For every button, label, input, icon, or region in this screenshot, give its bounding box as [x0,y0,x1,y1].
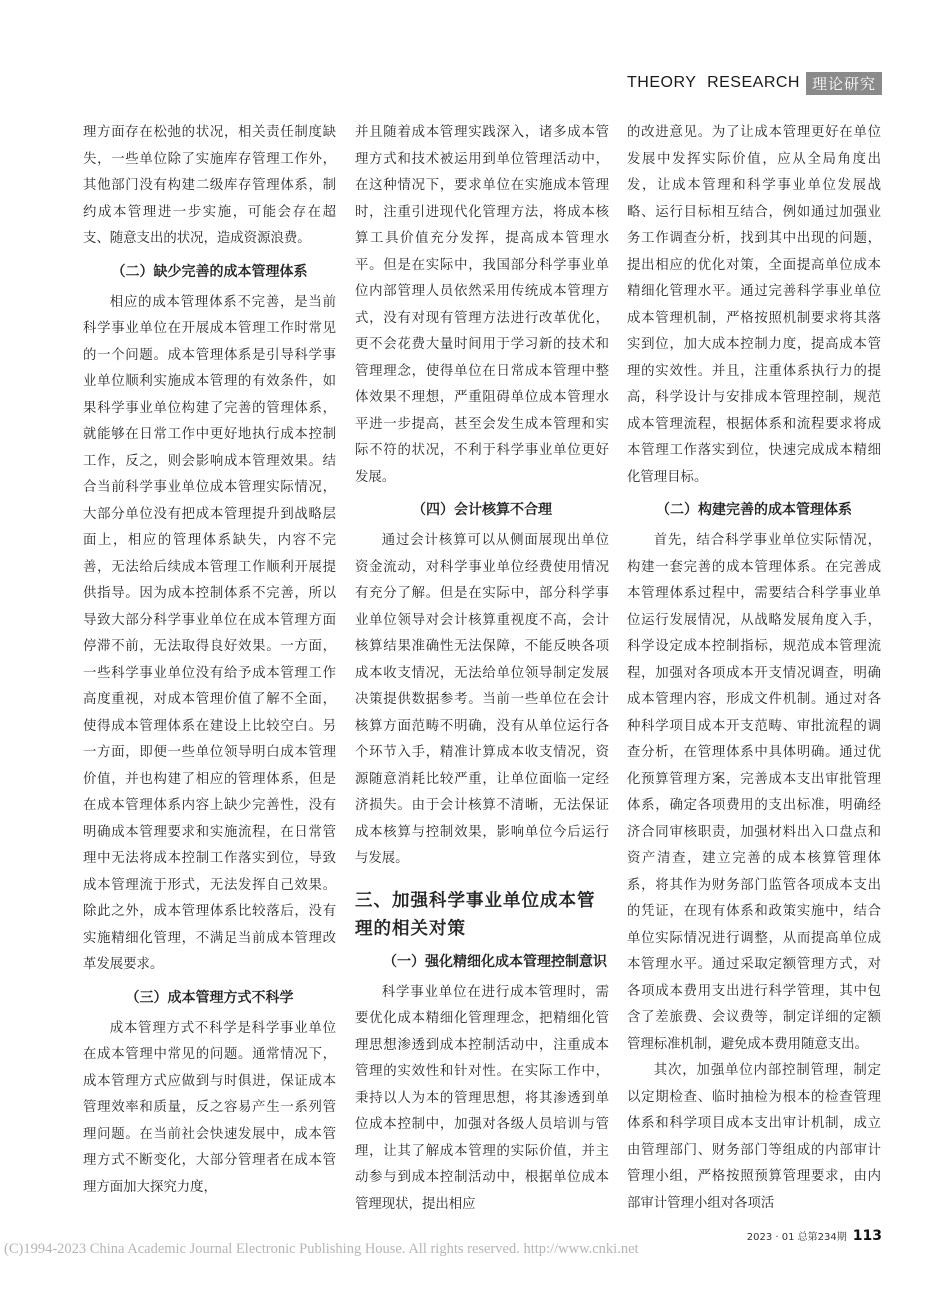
header-section-label: 理论研究 [806,72,882,95]
page-number: 113 [852,1228,882,1244]
column-right [627,120,881,1217]
paragraph: 相应的成本管理体系不完善，是当前科学事业单位在开展成本管理工作时常见的一个问题。成本管理体系是引导科学事业单位顺利实施成本管理的有效条件，如果科学事业单位构建了完善的管理体系，就能够在日常工作中更好地执行成本控制工作，反之，则会影响成本管理效果。结合当前科学事业单位成本管理实际情况，大部分单位没有把成本管理提升到战略层面上，相应的管理体系缺失，内容不完善，无法给后续成本管理工作顺利开展提供指导。因为成本控制体系不完善，所以导致大部分科学事业单位在成本管理方面停滞不前，无法取得良好效果。一方面，一些科学事业单位没有给予成本管理工作高度重视，对成本管理价值了解不全面，使得成本管理体系在建设上比较空白。另一方面，即便一些单位领导明白成本管理价值，并也构建了相应的管理体系，但是在成本管理体系内容上缺少完善性，没有明确成本管理要求和实施流程，在日常管理中无法将成本控制工作落实到位，导致成本管理流于形式，无法发挥自己效果。除此之外，成本管理体系比较落后，没有实施精细化管理，不满足当前成本管理改革发展要求。 [83,294,336,972]
paragraph: 通过会计核算可以从侧面展现出单位资金流动，对科学事业单位经费使用情况有充分了解。但是在实际中，部分科学事业单位领导对会计核算重视度不高，会计核算结果准确性无法保障，不能反映各项成本收支情况，无法给单位领导制定发展决策提供数据参考。当前一些单位在会计核算方面范畴不明确，没有从单位运行各个环节入手，精准计算成本收支情况，资源随意消耗比较严重，让单位面临一定经济损失。由于会计核算不清晰，无法保证成本核算与控制效果，影响单位今后运行与发展。 [355,533,609,866]
paragraph: 并且随着成本管理实践深入，诸多成本管理方式和技术被运用到单位管理活动中，在这种情况下，要求单位在实施成本管理时，注重引进现代化管理方法，将成本核算工具价值充分发挥，提高成本管理水平。但是在实际中，我国部分科学事业单位内部管理人员依然采用传统成本管理方式，没有对现有管理方法进行改革优化，更不会花费大量时间用于学习新的技术和管理理念，使得单位在日常成本管理中整体效果不理想，严重阻碍单位成本管理水平进一步提高，甚至会发生成本管理和实际不符的状况，不利于科学事业单位更好发展。 [355,125,609,485]
paragraph: 理方面存在松弛的状况，相关责任制度缺失，一些单位除了实施库存管理工作外，其他部门没有构建二级库存管理体系，制约成本管理进一步实施，可能会存在超支、随意支出的状况，造成资源浪费。 [83,125,336,246]
section-heading: （三）成本管理方式不科学 [125,989,294,1006]
copyright-watermark: (C)1994-2023 China Academic Journal Electronic Publishing House. All rights reserved. http://www.cnki.net [4,1241,639,1257]
paragraph: 成本管理方式不科学是科学事业单位在成本管理中常见的问题。通常情况下，成本管理方式应做到与时俱进，保证成本管理效率和质量，反之容易产生一系列管理问题。在当前社会快速发展中，成本管理方式不断变化，大部分管理者在成本管理方面加大探究力度， [83,1020,336,1195]
chapter-heading: 三、加强科学事业单位成本管理的相关对策 [355,890,596,939]
column-middle [355,120,609,1218]
paragraph: 科学事业单位在进行成本管理时，需要优化成本精细化管理理念，把精细化管理思想渗透到成本控制活动中，注重成本管理的实效性和针对性。在实际工作中，秉持以人为本的管理思想，将其渗透到单位成本控制中，加强对各级人员培训与管理，让其了解成本管理的实际价值，并主动参与到成本控制活动中，根据单位成本管理现状，提出相应 [355,984,609,1212]
issue-info: 2023 · 01 总第234期 [746,1232,847,1243]
paragraph: 的改进意见。为了让成本管理更好在单位发展中发挥实际价值，应从全局角度出发，让成本管理和科学事业单位发展战略、运行目标相互结合，例如通过加强业务工作调查分析，找到其中出现的问题，提出相应的优化对策，全面提高单位成本精细化管理水平。通过完善科学事业单位成本管理机制，严格按照机制要求将其落实到位，加大成本控制力度，提高成本管理的实效性。并且，注重体系执行力的提高，科学设计与安排成本管理控制，规范成本管理流程，根据体系和流程要求将成本管理工作落实到位，快速完成成本精细化管理目标。 [627,125,881,485]
paragraph: 其次，加强单位内部控制管理，制定以定期检查、临时抽检为根本的检查管理体系和科学项目成本支出审计机制，成立由管理部门、财务部门等组成的内部审计管理小组，严格按照预算管理要求，由内部审计管理小组对各项活 [627,1063,881,1211]
header-english: THEORY RESEARCH [627,74,800,91]
paragraph: 首先，结合科学事业单位实际情况，构建一套完善的成本管理体系。在完善成本管理体系过程中，需要结合科学事业单位运行发展情况，从战略发展角度入手，科学设定成本控制指标，规范成本管理流程，加强对各项成本开支情况调查，明确成本管理内容，形成文件机制。通过对各种科学项目成本开支范畴、审批流程的调查分析，在管理体系中具体明确。通过优化预算管理方案，完善成本支出审批管理体系，确定各项费用的支出标准，明确经济合同审核职责，加强材料出入口盘点和资产清查，建立完善的成本核算管理体系，将其作为财务部门监管各项成本支出的凭证，在现有体系和政策实施中，结合单位实际情况进行调整，从而提高单位成本管理水平。通过采取定额管理方式，对各项成本费用支出进行科学管理，其中包含了差旅费、会议费等，制定详细的定额管理标准机制，避免成本费用随意支出。 [627,533,881,1052]
section-heading: （一）强化精细化成本管理控制意识 [383,953,607,970]
running-header [627,72,882,94]
section-heading: （二）构建完善的成本管理体系 [656,502,852,518]
column-left [83,120,336,1201]
section-heading: （二）缺少完善的成本管理体系 [111,263,308,280]
page-footer [747,1228,882,1244]
section-heading: （四）会计核算不合理 [412,502,552,518]
